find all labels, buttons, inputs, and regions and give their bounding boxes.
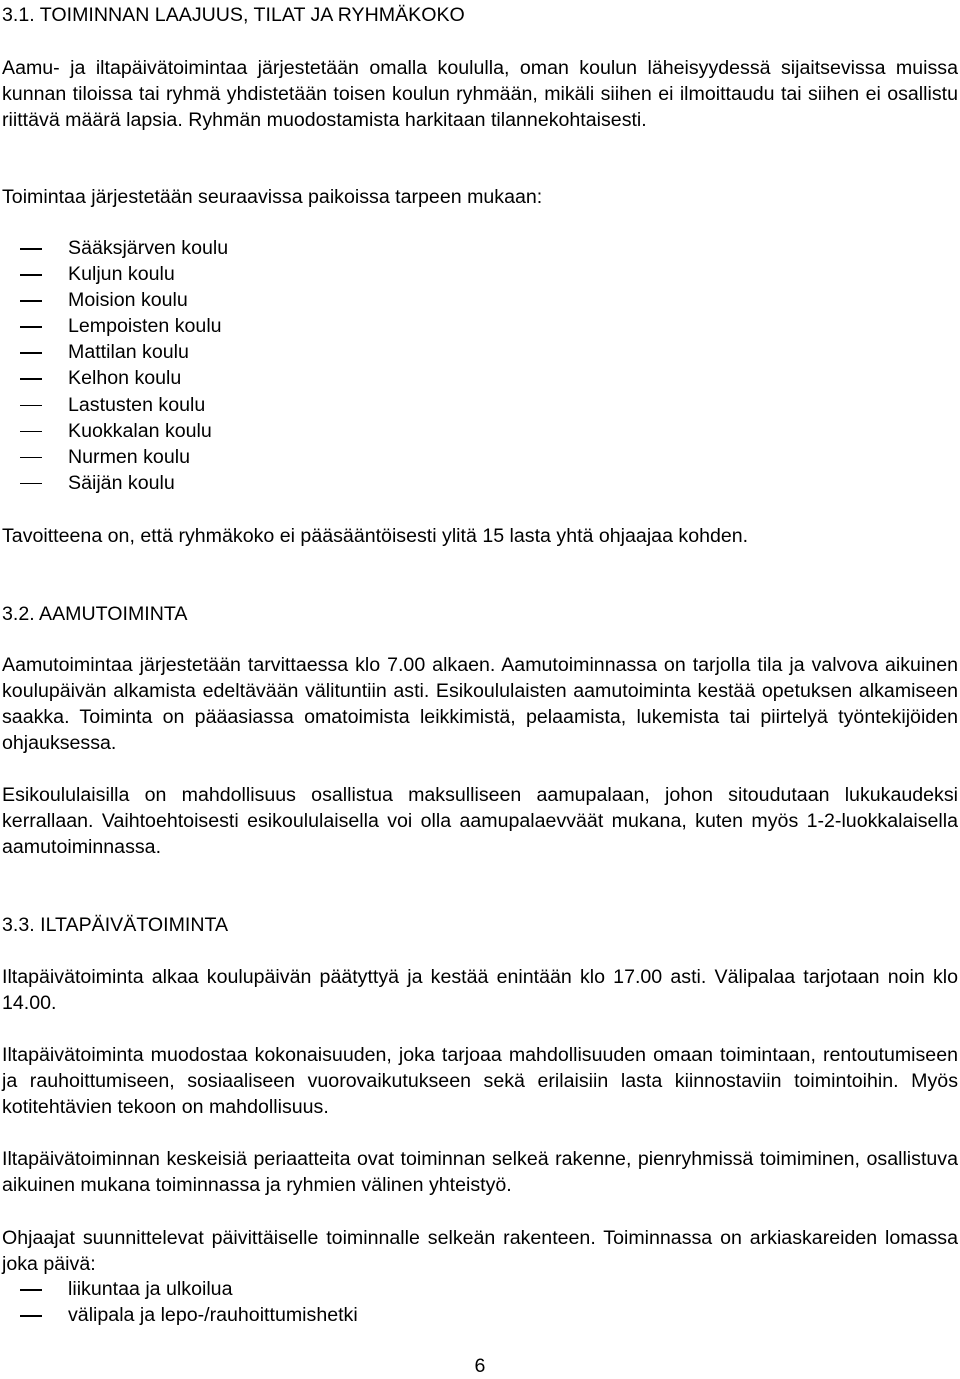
list-item: Kuljun koulu [2,261,958,287]
school-list [2,235,958,496]
dash-bullet-icon [20,326,42,328]
dash-bullet-icon [20,1289,42,1291]
dash-bullet-icon [20,300,42,302]
dash-bullet-icon [20,405,42,407]
dash-bullet-icon [20,483,42,485]
dash-bullet-icon [20,378,42,380]
paragraph-morning-breakfast: Esikoululaisilla on mahdollisuus osallistua maksulliseen aamupalaan, johon sitoudutaan lukukaudeksi kerrallaan. Vaihtoehtoisesti esikoululaisella voi olla aamupalaevväät mukana, kuten myös 1-2-luokkalaisella aamutoiminnassa. [2,784,958,858]
list-item: Moision koulu [2,287,958,313]
paragraph-afternoon-whole: Iltapäivätoiminta muodostaa kokonaisuuden, joka tarjoaa mahdollisuuden omaan toimintaan, rentoutumiseen ja rauhoittumiseen, sosiaaliseen vuorovaikutukseen sekä erilaisiin lasta kiinnostaviin toimintoihin. Myös kotitehtävien tekoon on mahdollisuus. [2,1044,958,1118]
paragraph-group-size: Tavoitteena on, että ryhmäkoko ei pääsääntöisesti ylitä 15 lasta yhtä ohjaajaa kohden. [2,525,749,547]
list-item: Lastusten koulu [2,392,958,418]
dash-bullet-icon [20,274,42,276]
list-item: välipala ja lepo-/rauhoittumishetki [2,1302,958,1328]
list-item: Säijän koulu [2,470,958,496]
paragraph-morning-activity: Aamutoimintaa järjestetään tarvittaessa klo 7.00 alkaen. Aamutoiminnassa on tarjolla tila ja valvova aikuinen koulupäivän alkamista edeltävään välituntiin asti. Esikoululaisten aamutoiminta kestää opetuksen alkamiseen saakka. Toiminta on pääasiassa omatoimista leikkimistä, pelaamista, lukemista tai piirtelyä työntekijöiden ohjauksessa. [2,654,958,754]
list-item: liikuntaa ja ulkoilua [2,1276,958,1302]
page-number: 6 [474,1355,486,1377]
list-item: Sääksjärven koulu [2,235,958,261]
dash-bullet-icon [20,352,42,354]
list-item: Lempoisten koulu [2,313,958,339]
dash-bullet-icon [20,457,42,459]
list-item: Mattilan koulu [2,339,958,365]
list-item: Kuokkalan koulu [2,418,958,444]
paragraph-afternoon-principles: Iltapäivätoiminnan keskeisiä periaatteita ovat toiminnan selkeä rakenne, pienryhmissä toimiminen, osallistuva aikuinen mukana toiminnassa ja ryhmien välinen yhteistyö. [2,1148,958,1196]
list-item: Kelhon koulu [2,365,958,391]
dash-bullet-icon [20,1315,42,1317]
daily-activities-list [2,1276,958,1328]
section-heading-3-1: 3.1. TOIMINNAN LAAJUUS, TILAT JA RYHMÄKOKO [2,4,465,26]
section-heading-3-3: 3.3. ILTAPÄIVÄTOIMINTA [2,914,229,936]
dash-bullet-icon [20,248,42,250]
paragraph-daily-structure: Ohjaajat suunnittelevat päivittäiselle toiminnalle selkeän rakenteen. Toiminnassa on arkiaskareiden lomassa joka päivä: [2,1227,958,1275]
paragraph-afternoon-hours: Iltapäivätoiminta alkaa koulupäivän päätyttyä ja kestää enintään klo 17.00 asti. Välipalaa tarjotaan noin klo 14.00. [2,966,958,1014]
paragraph-arrangement: Aamu- ja iltapäivätoimintaa järjestetään omalla koululla, oman koulun läheisyydessä sijaitsevissa muissa kunnan tiloissa tai ryhmä yhdistetään toisen koulun ryhmään, mikäli siihen ei ilmoittaudu tai siihen ei osallistu riittävä määrä lapsia. Ryhmän muodostamista harkitaan tilannekohtaisesti. [2,57,958,131]
dash-bullet-icon [20,431,42,433]
paragraph-locations-intro: Toimintaa järjestetään seuraavissa paikoissa tarpeen mukaan: [2,186,543,208]
list-item: Nurmen koulu [2,444,958,470]
section-heading-3-2: 3.2. AAMUTOIMINTA [2,603,188,625]
